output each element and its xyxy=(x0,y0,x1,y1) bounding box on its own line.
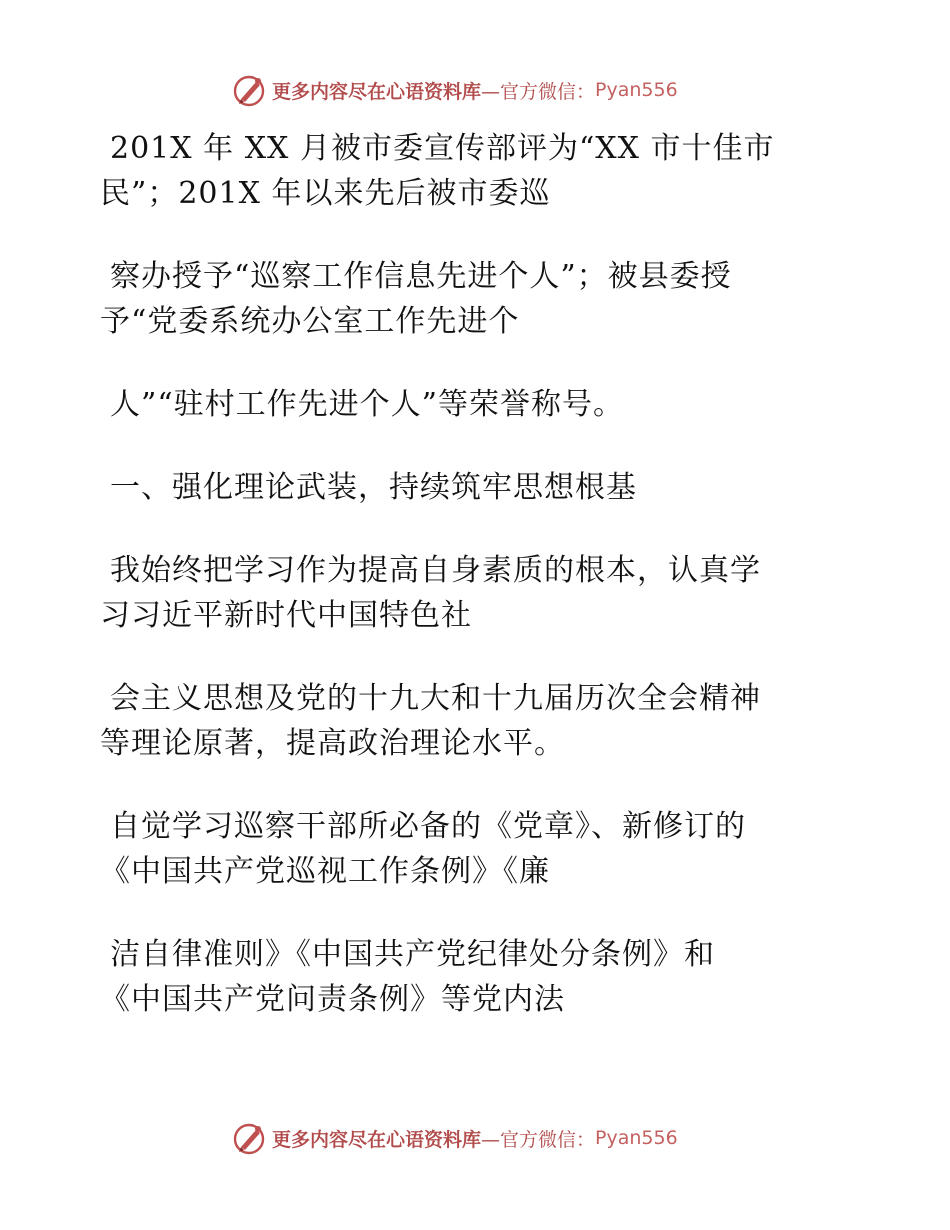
paragraph-line: 洁自律准则》《中国共产党纪律处分条例》和 xyxy=(110,937,715,972)
document-body xyxy=(100,126,835,1022)
paragraph-line: 民”；201X 年以来先后被市委巡 xyxy=(100,176,551,211)
header-banner xyxy=(232,70,678,110)
paragraph xyxy=(100,382,835,427)
banner-sub-text: —官方微信： xyxy=(481,1128,596,1151)
paragraph-line: 自觉学习巡察干部所必备的《党章》、新修订的 xyxy=(110,809,746,844)
paragraph-line: 我始终把学习作为提高自身素质的根本，认真学 xyxy=(110,553,761,588)
banner-main-text: 更多内容尽在心语资料库 xyxy=(272,1128,482,1151)
paragraph-line: 予“党委系统办公室工作先进个 xyxy=(100,304,520,339)
paragraph-line: 201X 年 XX 月被市委宣传部评为“XX 市十佳市 xyxy=(110,131,775,166)
paragraph xyxy=(100,548,835,638)
section-heading xyxy=(100,465,835,510)
pen-logo-icon xyxy=(232,1120,268,1156)
banner-wechat-id: Pyan556 xyxy=(595,1127,678,1149)
paragraph xyxy=(100,932,835,1022)
paragraph-line: 习习近平新时代中国特色社 xyxy=(100,598,472,633)
banner-wechat-id: Pyan556 xyxy=(595,79,678,101)
paragraph-line: 《中国共产党问责条例》等党内法 xyxy=(100,982,565,1017)
paragraph xyxy=(100,126,835,216)
paragraph xyxy=(100,254,835,344)
banner-sub-text: —官方微信： xyxy=(481,80,596,103)
paragraph-line: 察办授予“巡察工作信息先进个人”；被县委授 xyxy=(110,259,732,294)
heading-line: 一、强化理论武装，持续筑牢思想根基 xyxy=(110,470,637,505)
banner-main-text: 更多内容尽在心语资料库 xyxy=(272,80,482,103)
paragraph-line: 人”“驻村工作先进个人”等荣誉称号。 xyxy=(110,387,625,422)
paragraph-line: 会主义思想及党的十九大和十九届历次全会精神 xyxy=(110,681,761,716)
pen-logo-icon xyxy=(232,72,268,108)
paragraph-line: 等理论原著，提高政治理论水平。 xyxy=(100,726,565,761)
paragraph-line: 《中国共产党巡视工作条例》《廉 xyxy=(100,854,550,889)
paragraph xyxy=(100,804,835,894)
paragraph xyxy=(100,676,835,766)
footer-banner xyxy=(232,1118,678,1158)
